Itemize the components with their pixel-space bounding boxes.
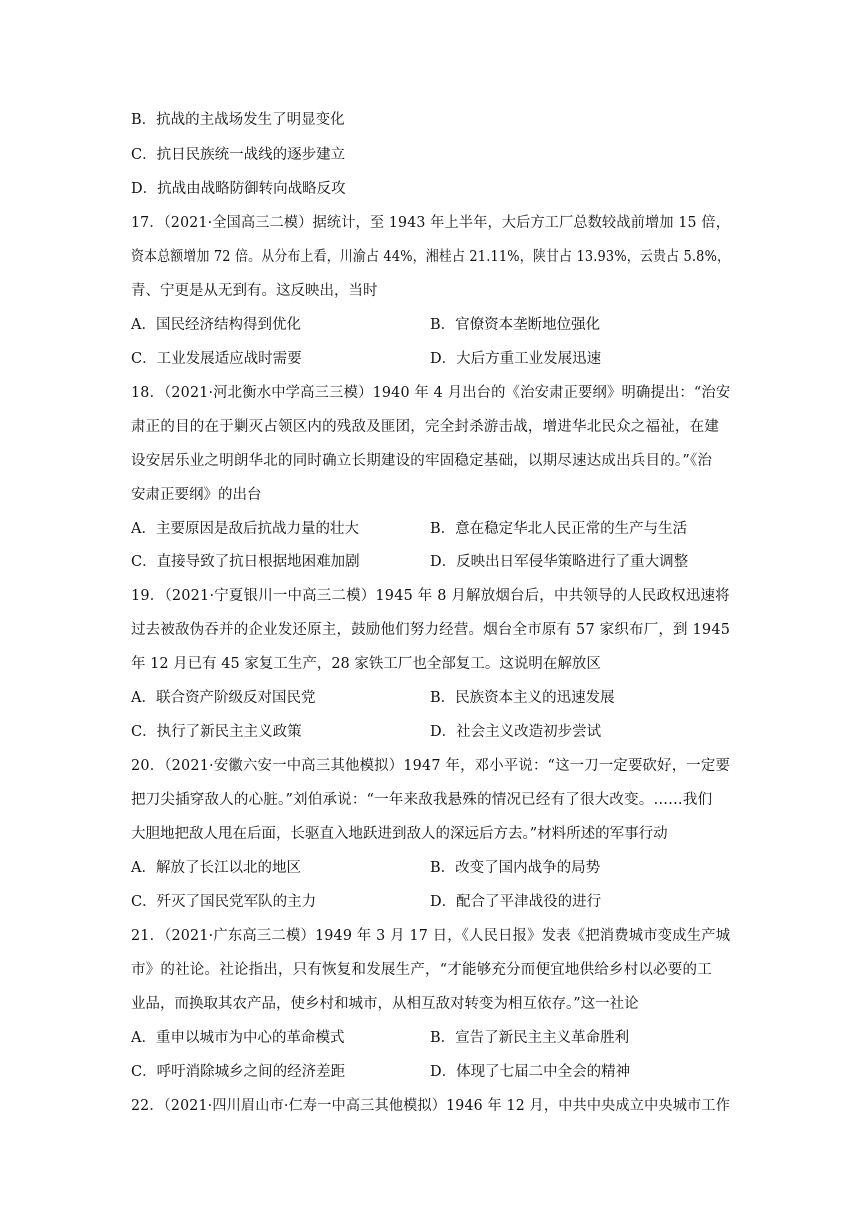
q18-stem-line-2: 肃正的目的在于剿灭占领区内的残敌及匪团，完全封杀游击战，增进华北民众之福祉，在建 — [131, 419, 719, 435]
q18-stem-line-4: 安肃正要纲》的出台 — [131, 487, 262, 503]
q17-stem-line-3: 青、宁更是从无到有。这反映出，当时 — [131, 283, 378, 299]
q21-option-d: D．体现了七届二中全会的精神 — [430, 1064, 631, 1080]
q17-option-a: A．国民经济结构得到优化 — [131, 317, 301, 333]
q18-stem-line-3: 设安居乐业之明朗华北的同时确立长期建设的牢固稳定基础，以期尽速达成出兵目的。”《治 — [131, 453, 713, 469]
q20-option-c: C．歼灭了国民党军队的主力 — [131, 894, 317, 910]
q17-option-d: D．大后方重工业发展迅速 — [430, 351, 602, 367]
q21-option-a: A．重申以城市为中心的革命模式 — [131, 1030, 345, 1046]
q18-stem-line-1: 18．（2021·河北衡水中学高三三模）1940 年 4 月出台的《治安肃正要纲》明确提出：“治安 — [131, 385, 731, 401]
q20-option-d: D．配合了平津战役的进行 — [430, 894, 602, 910]
q16-option-b: B．抗战的主战场发生了明显变化 — [131, 112, 345, 128]
q17-option-b: B．官僚资本垄断地位强化 — [430, 317, 601, 333]
q20-option-b: B．改变了国内战争的局势 — [430, 860, 601, 876]
q19-option-a: A．联合资产阶级反对国民党 — [131, 690, 316, 706]
q20-stem-line-2: 把刀尖插穿敌人的心脏。”刘伯承说：“一年来敌我悬殊的情况已经有了很大改变。……我们 — [131, 792, 713, 808]
q18-option-d: D．反映出日军侵华策略进行了重大调整 — [430, 554, 689, 570]
q16-option-d: D．抗战由战略防御转向战略反攻 — [131, 181, 346, 197]
q17-option-c: C．工业发展适应战时需要 — [131, 351, 302, 367]
q18-option-c: C．直接导致了抗日根据地困难加剧 — [131, 554, 360, 570]
q17-stem-line-2: 资本总额增加 72 倍。从分布上看，川渝占 44%，湘桂占 21.11%，陕甘占 13.93%，云贵占 5.8%， — [131, 249, 731, 265]
q17-stem-line-1: 17．（2021·全国高三二模）据统计，至 1943 年上半年，大后方工厂总数较战前增加 15 倍， — [131, 215, 731, 231]
q19-stem-line-3: 年 12 月已有 45 家复工生产，28 家铁工厂也全部复工。这说明在解放区 — [131, 656, 601, 672]
q21-stem-line-2: 市》的社论。社论指出，只有恢复和发展生产，“才能够充分而便宜地供给乡村以必要的工 — [131, 962, 712, 978]
q20-stem-line-3: 大胆地把敌人甩在后面，长驱直入地跃进到敌人的深远后方去。”材料所述的军事行动 — [131, 826, 668, 842]
q19-option-c: C．执行了新民主主义政策 — [131, 724, 302, 740]
q19-option-b: B．民族资本主义的迅速发展 — [430, 690, 615, 706]
q21-stem-line-3: 业品，而换取其农产品，使乡村和城市，从相互敌对转变为相互依存。”这一社论 — [131, 996, 639, 1012]
q22-stem-line-1: 22．（2021·四川眉山市·仁寿一中高三其他模拟）1946 年 12 月，中共中央成立中央城市工作 — [131, 1098, 731, 1114]
q19-stem-line-2: 过去被敌伪吞并的企业发还原主，鼓励他们努力经营。烟台全市原有 57 家织布厂，到 1945 — [131, 622, 731, 638]
q19-stem-line-1: 19．（2021·宁夏银川一中高三二模）1945 年 8 月解放烟台后，中共领导的人民政权迅速将 — [131, 588, 730, 604]
q20-option-a: A．解放了长江以北的地区 — [131, 860, 301, 876]
q21-stem-line-1: 21．（2021·广东高三二模）1949 年 3 月 17 日，《人民日报》发表《把消费城市变成生产城 — [131, 928, 731, 944]
q16-option-c: C．抗日民族统一战线的逐步建立 — [131, 147, 346, 163]
q19-option-d: D．社会主义改造初步尝试 — [430, 724, 602, 740]
q20-stem-line-1: 20．（2021·安徽六安一中高三其他模拟）1947 年，邓小平说：“这一刀一定要砍好，一定要 — [131, 758, 731, 774]
q21-option-b: B．宣告了新民主主义革命胜利 — [430, 1030, 630, 1046]
q18-option-b: B．意在稳定华北人民正常的生产与生活 — [430, 521, 688, 537]
q21-option-c: C．呼吁消除城乡之间的经济差距 — [131, 1064, 346, 1080]
q18-option-a: A．主要原因是敌后抗战力量的壮大 — [131, 521, 359, 537]
